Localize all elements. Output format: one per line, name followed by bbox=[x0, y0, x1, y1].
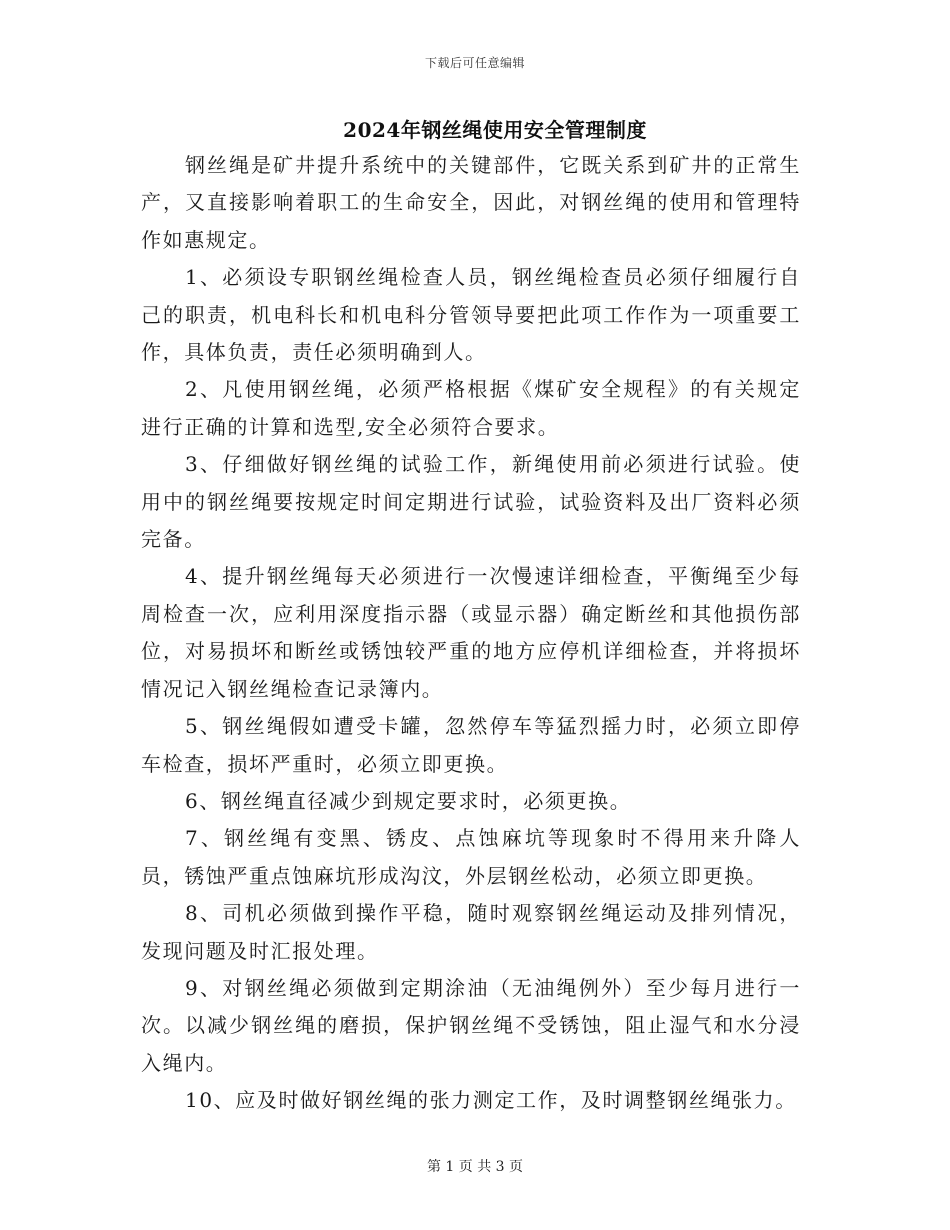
paragraph-10: 10、应及时做好钢丝绳的张力测定工作，及时调整钢丝绳张力。 bbox=[185, 1088, 797, 1113]
paragraph-4: 4、提升钢丝绳每天必须进行一次慢速详细检查，平衡绳至少每周检查一次，应利用深度指示器（或显示器）确定断丝和其他损伤部位，对易损坏和断丝或锈蚀较严重的地方应停机详细检查，并将损坏情况记入钢丝绳检查记录簿内。 bbox=[141, 564, 801, 701]
paragraph-6: 6、钢丝绳直径减少到规定要求时，必须更换。 bbox=[185, 788, 632, 813]
paragraph-1: 1、必须设专职钢丝绳检查人员，钢丝绳检查员必须仔细履行自己的职责，机电科长和机电科分管领导要把此项工作作为一项重要工作，具体负责，责任必须明确到人。 bbox=[141, 265, 801, 365]
header-note: 下载后可任意编辑 bbox=[424, 56, 525, 70]
paragraph-9: 9、对钢丝绳必须做到定期涂油（无油绳例外）至少每月进行一次。以减少钢丝绳的磨损，保护钢丝绳不受锈蚀，阻止湿气和水分浸入绳内。 bbox=[141, 975, 801, 1075]
paragraph-3: 3、仔细做好钢丝绳的试验工作，新绳使用前必须进行试验。使用中的钢丝绳要按规定时间定期进行试验，试验资料及出厂资料必须完备。 bbox=[141, 452, 801, 552]
paragraph-2: 2、凡使用钢丝绳，必须严格根据《煤矿安全规程》的有关规定进行正确的计算和选型,安全必须符合要求。 bbox=[141, 377, 801, 439]
page-number: 第 1 页 共 3 页 bbox=[426, 1159, 524, 1175]
paragraph-intro: 钢丝绳是矿井提升系统中的关键部件，它既关系到矿井的正常生产，又直接影响着职工的生命安全，因此，对钢丝绳的使用和管理特作如惠规定。 bbox=[141, 153, 801, 252]
paragraph-7: 7、钢丝绳有变黑、锈皮、点蚀麻坑等现象时不得用来升降人员，锈蚀严重点蚀麻坑形成沟汶，外层钢丝松动，必须立即更换。 bbox=[141, 826, 801, 888]
paragraph-5: 5、钢丝绳假如遭受卡罐，忽然停车等猛烈摇力时，必须立即停车检查，损坏严重时，必须立即更换。 bbox=[141, 714, 801, 776]
document-title: 2024年钢丝绳使用安全管理制度 bbox=[343, 118, 647, 142]
paragraph-8: 8、司机必须做到操作平稳，随时观察钢丝绳运动及排列情况，发现问题及时汇报处理。 bbox=[141, 901, 801, 963]
document-body bbox=[141, 147, 801, 1120]
